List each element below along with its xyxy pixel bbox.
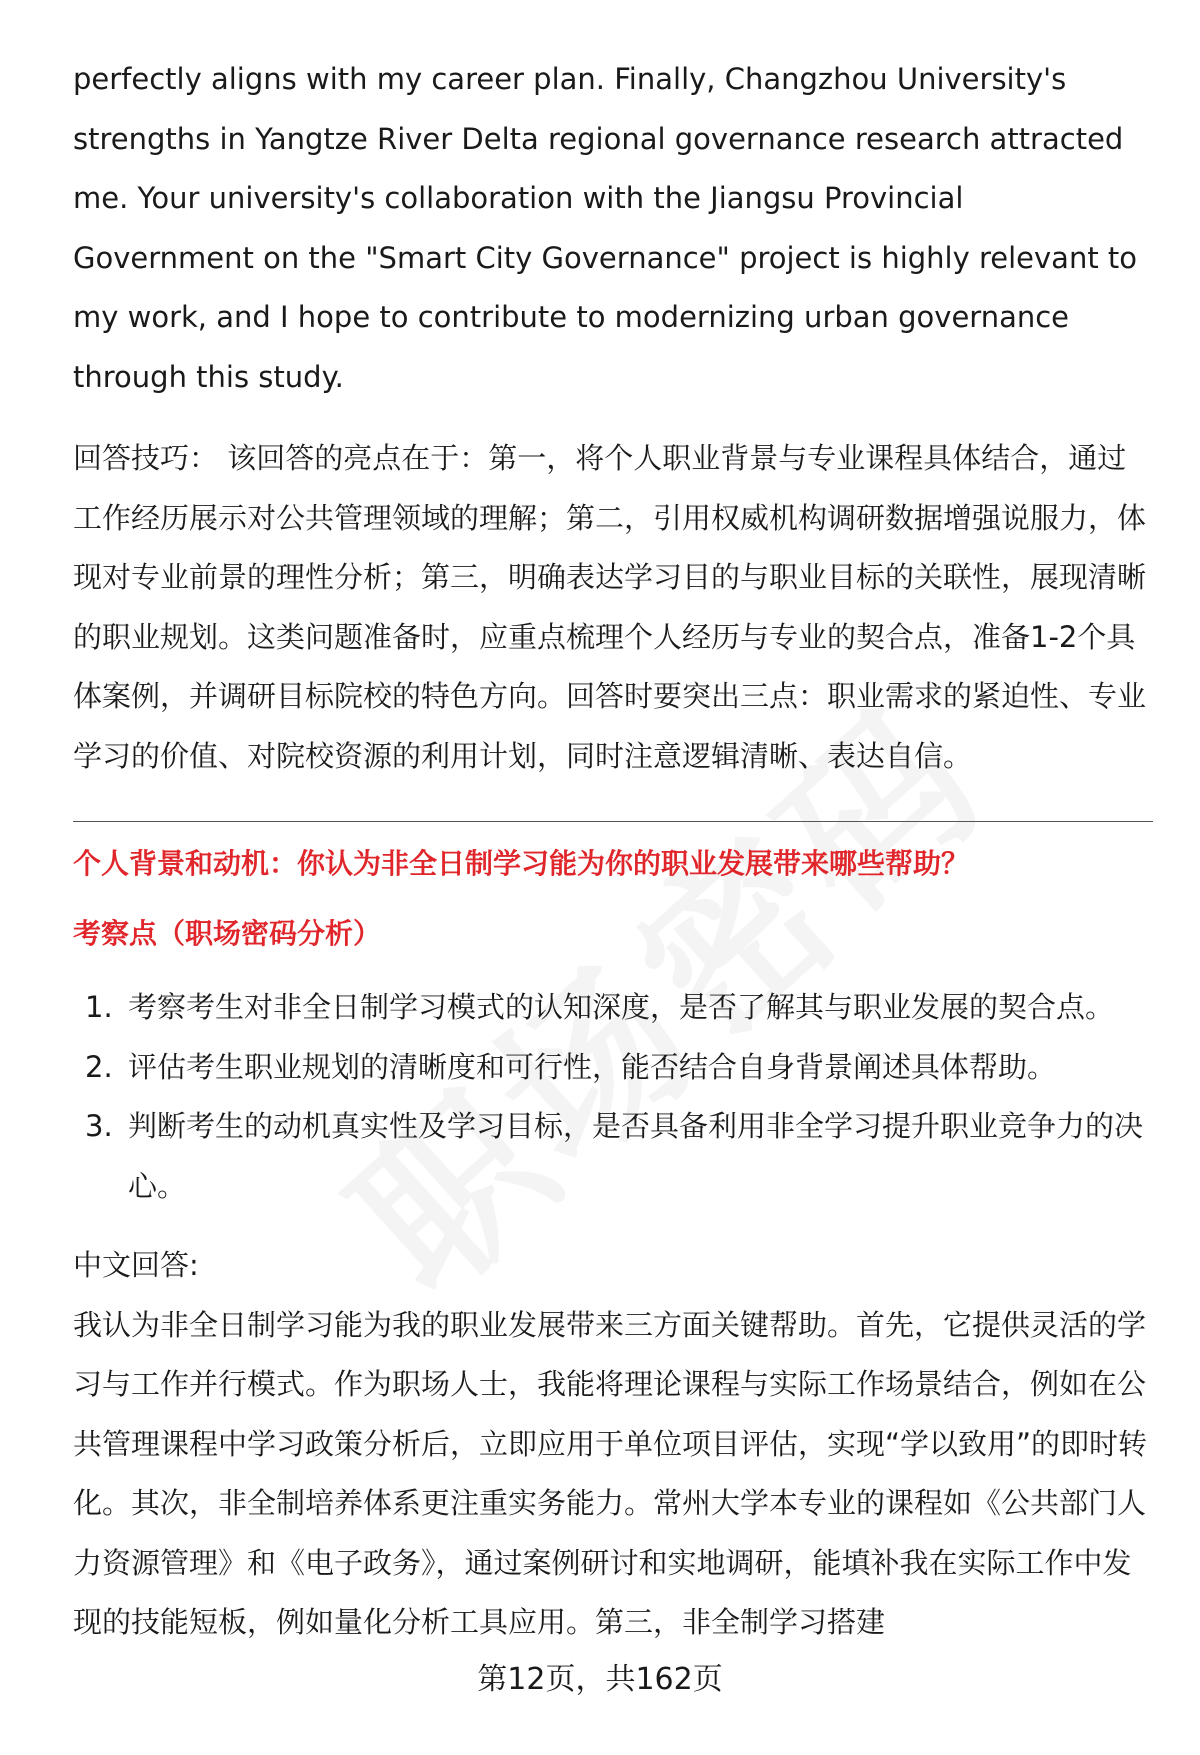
list-item-number: 1. [85, 990, 113, 1024]
list-item [73, 1038, 1148, 1098]
list-item-text: 评估考生职业规划的清晰度和可行性，能否结合自身背景阐述具体帮助。 [128, 1049, 1057, 1084]
list-item-number: 2. [85, 1049, 113, 1084]
document-page [73, 50, 1148, 1653]
chinese-answer-paragraph: 我认为非全日制学习能为我的职业发展带来三方面关键帮助。首先，它提供灵活的学习与工作并行模式。作为职场人士，我能将理论课程与实际工作场景结合，例如在公共管理课程中学习政策分析后，立即应用于单位项目评估，实现“学以致用”的即时转化。其次，非全制培养体系更注重实务能力。常州大学本专业的课程如《公共部门人力资源管理》和《电子政务》，通过案例研讨和实地调研，能填补我在实际工作中发现的技能短板，例如量化分析工具应用。第三，非全制学习搭建 [73, 1307, 1148, 1639]
assessment-points-list [73, 978, 1148, 1216]
section-divider [73, 821, 1153, 822]
list-item-text: 判断考生的动机真实性及学习目标，是否具备利用非全学习提升职业竞争力的决心。 [128, 1109, 1144, 1203]
list-item [73, 978, 1148, 1038]
page-number-footer: 第12页，共162页 [477, 1662, 723, 1697]
english-answer-paragraph: perfectly aligns with my career plan. Finally, Changzhou University's strengths in Yangtze River Delta regional governance research attracted me. Your university's collaboration with the Jiangsu Provincial Government on the "Smart City Governance" project is highly relevant to my work, and I hope to contribute to modernizing urban governance through this study. [73, 62, 1138, 394]
list-item [73, 1097, 1148, 1216]
list-item-number: 3. [85, 1109, 113, 1143]
list-item-text: 考察考生对非全日制学习模式的认知深度，是否了解其与职业发展的契合点。 [128, 990, 1115, 1024]
assessment-points-heading: 考察点（职场密码分析） [73, 917, 382, 950]
question-title: 个人背景和动机：你认为非全日制学习能为你的职业发展带来哪些帮助？ [73, 847, 970, 880]
chinese-answer-label: 中文回答: [73, 1248, 199, 1282]
answer-tips-paragraph: 回答技巧： 该回答的亮点在于：第一，将个人职业背景与专业课程具体结合，通过工作经历展示对公共管理领域的理解；第二，引用权威机构调研数据增强说服力，体现对专业前景的理性分析；第三，明确表达学习目的与职业目标的关联性，展现清晰的职业规划。这类问题准备时，应重点梳理个人经历与专业的契合点，准备1-2个具体案例，并调研目标院校的特色方向。回答时要突出三点：职业需求的紧迫性、专业学习的价值、对院校资源的利用计划，同时注意逻辑清晰、表达自信。 [73, 441, 1147, 773]
